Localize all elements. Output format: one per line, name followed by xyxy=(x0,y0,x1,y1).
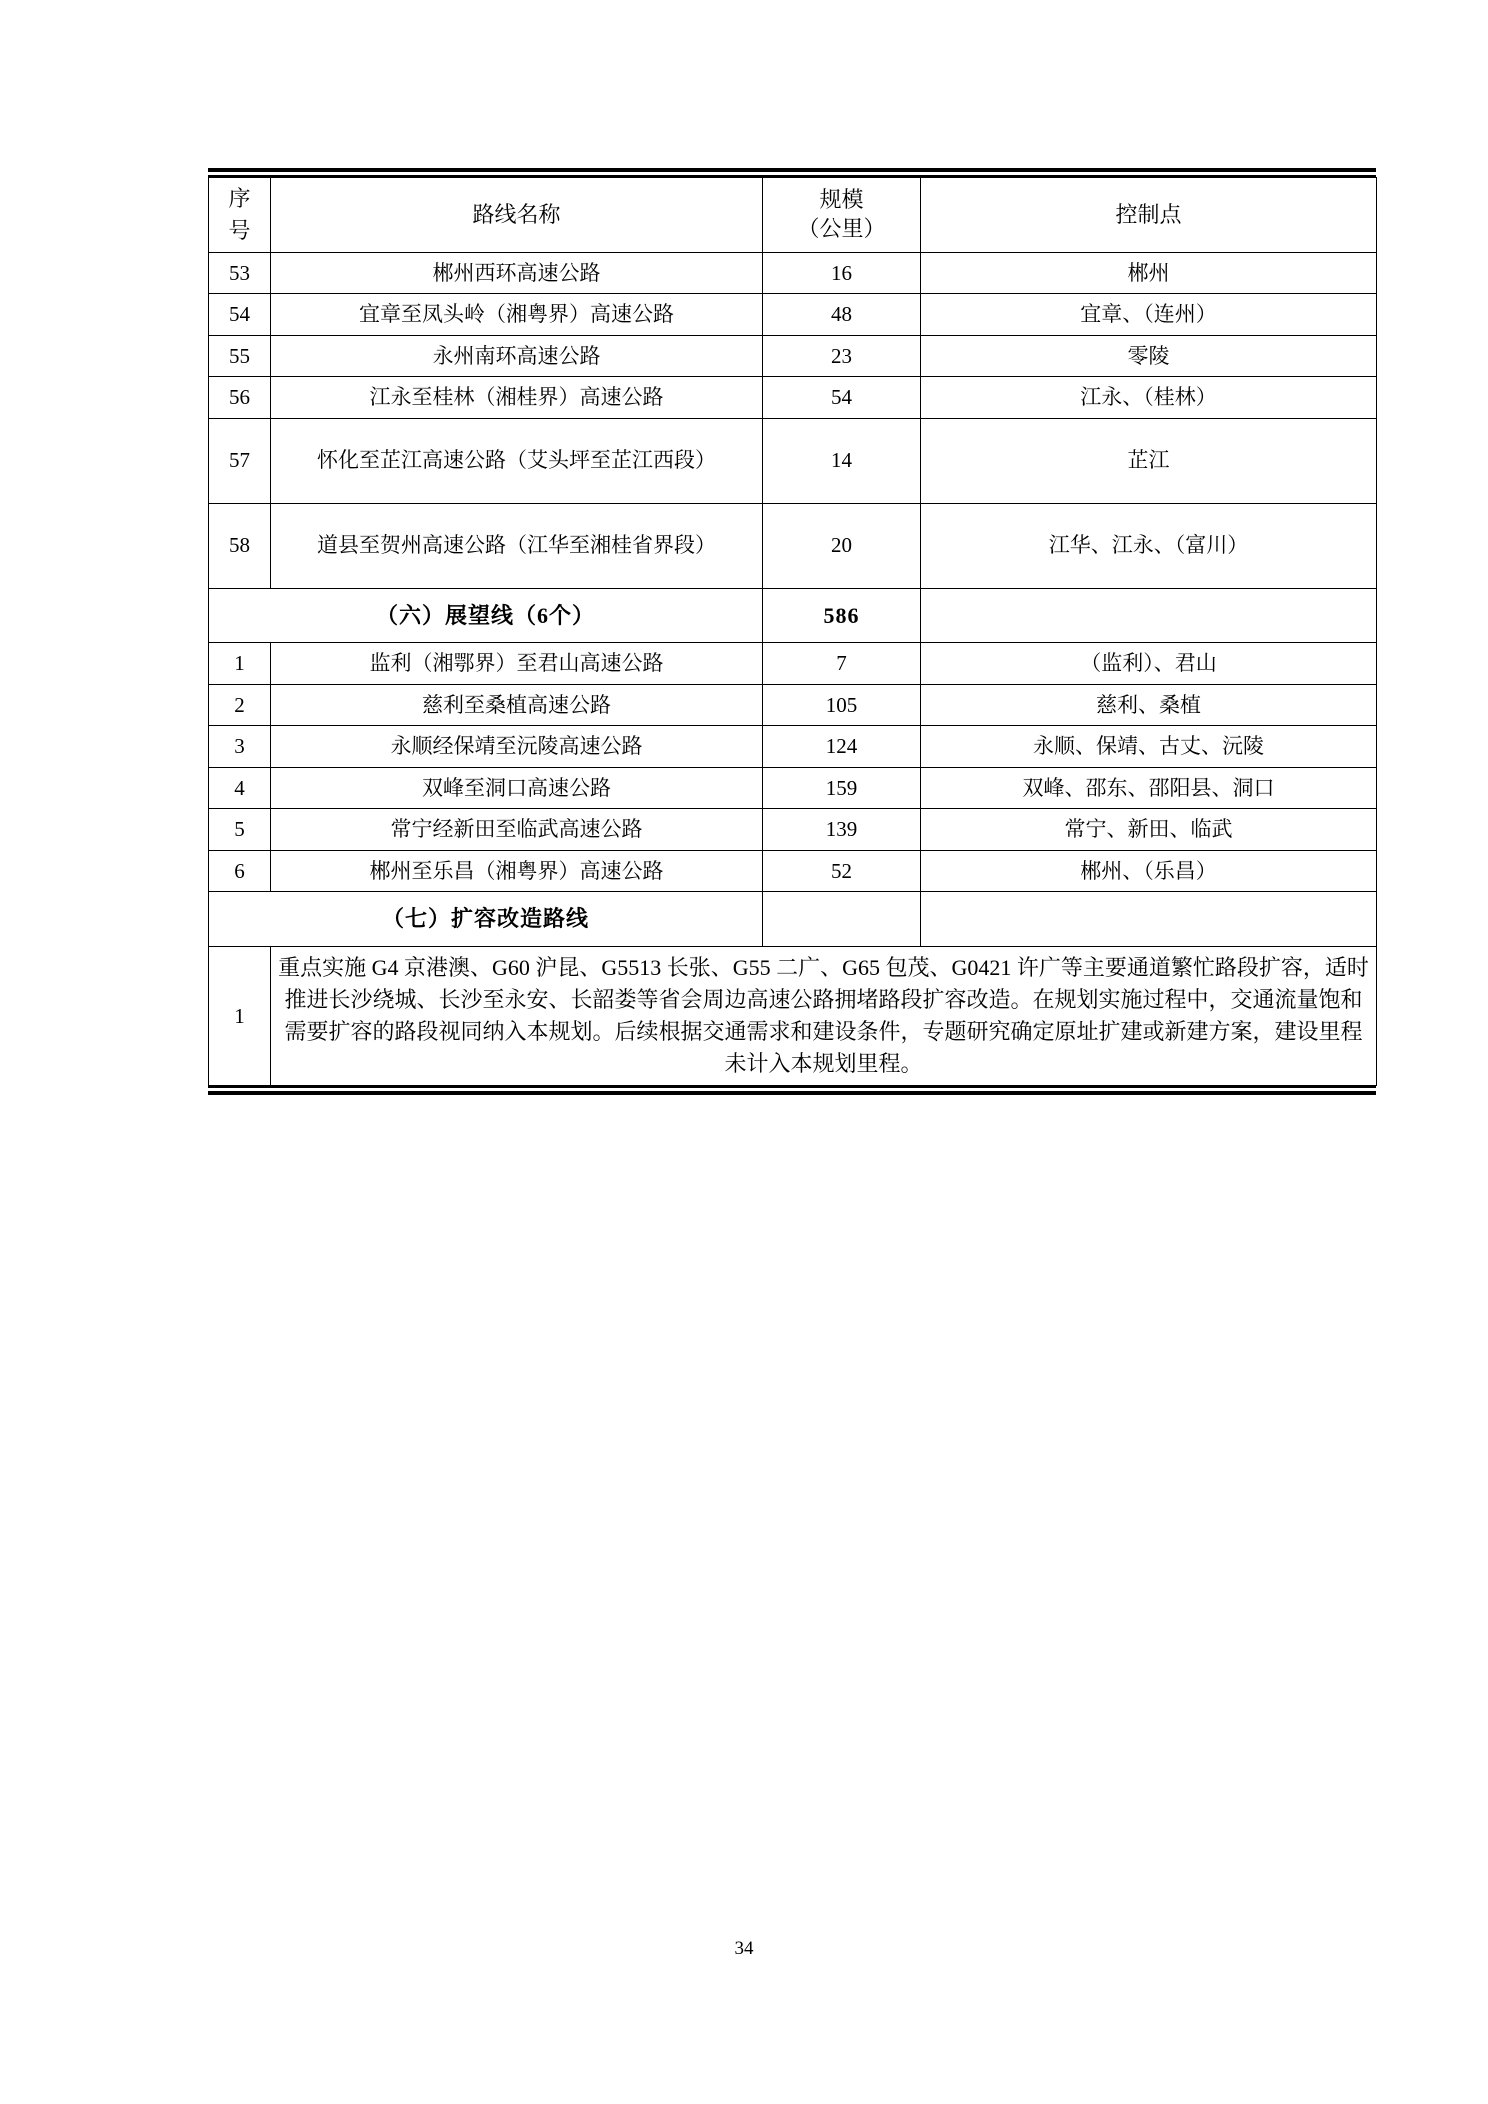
row-name: 慈利至桑植高速公路 xyxy=(271,684,763,725)
row-scale: 48 xyxy=(763,294,921,335)
table-row xyxy=(209,503,1377,588)
row-no: 3 xyxy=(209,726,271,767)
row-name: 宜章至凤头岭（湘粤界）高速公路 xyxy=(271,294,763,335)
table-section-row xyxy=(209,588,1377,643)
table-header-row xyxy=(209,178,1377,253)
row-name: 郴州至乐昌（湘粤界）高速公路 xyxy=(271,850,763,891)
row-no: 55 xyxy=(209,335,271,376)
row-control: （监利）、君山 xyxy=(921,643,1377,684)
row-no: 2 xyxy=(209,684,271,725)
column-header-scale-line1: 规模 xyxy=(819,187,864,213)
column-header-no-line2: 号 xyxy=(228,217,251,243)
table-top-rule xyxy=(208,168,1376,177)
row-control: 江永、（桂林） xyxy=(921,377,1377,418)
table-section-row xyxy=(209,892,1377,947)
row-control: 永顺、保靖、古丈、沅陵 xyxy=(921,726,1377,767)
row-name: 怀化至芷江高速公路（艾头坪至芷江西段） xyxy=(271,418,763,503)
row-no: 4 xyxy=(209,767,271,808)
row-name: 江永至桂林（湘桂界）高速公路 xyxy=(271,377,763,418)
note-row-no: 1 xyxy=(209,946,271,1085)
row-scale: 16 xyxy=(763,252,921,293)
row-scale: 52 xyxy=(763,850,921,891)
row-control: 双峰、邵东、邵阳县、洞口 xyxy=(921,767,1377,808)
row-control: 宜章、（连州） xyxy=(921,294,1377,335)
table-row xyxy=(209,418,1377,503)
row-name: 郴州西环高速公路 xyxy=(271,252,763,293)
row-control: 慈利、桑植 xyxy=(921,684,1377,725)
page-number: 34 xyxy=(734,1938,754,1959)
section-control xyxy=(921,588,1377,643)
row-control: 郴州、（乐昌） xyxy=(921,850,1377,891)
row-scale: 14 xyxy=(763,418,921,503)
section-title: （七）扩容改造路线 xyxy=(209,892,763,947)
table-row xyxy=(209,726,1377,767)
table-row xyxy=(209,294,1377,335)
section-title: （六）展望线（6个） xyxy=(209,588,763,643)
table-row xyxy=(209,850,1377,891)
column-header-scale xyxy=(763,178,921,253)
row-name: 道县至贺州高速公路（江华至湘桂省界段） xyxy=(271,503,763,588)
column-header-scale-line2: （公里） xyxy=(797,215,886,241)
section-scale xyxy=(763,892,921,947)
row-scale: 159 xyxy=(763,767,921,808)
row-name: 永州南环高速公路 xyxy=(271,335,763,376)
row-no: 57 xyxy=(209,418,271,503)
note-row-text: 重点实施 G4 京港澳、G60 沪昆、G5513 长张、G55 二广、G65 包茂、G0421 许广等主要通道繁忙路段扩容，适时推进长沙绕城、长沙至永安、长韶娄等省会周边高速公路拥堵路段扩容改造。在规划实施过程中，交通流量饱和需要扩容的路段视同纳入本规划。后续根据交通需求和建设条件，专题研究确定原址扩建或新建方案，建设里程未计入本规划里程。 xyxy=(271,946,1377,1085)
column-header-name: 路线名称 xyxy=(271,178,763,253)
highway-plan-table xyxy=(208,177,1377,1086)
row-scale: 124 xyxy=(763,726,921,767)
row-no: 1 xyxy=(209,643,271,684)
row-no: 5 xyxy=(209,809,271,850)
row-control: 芷江 xyxy=(921,418,1377,503)
row-scale: 23 xyxy=(763,335,921,376)
row-no: 58 xyxy=(209,503,271,588)
table-body xyxy=(209,252,1377,1085)
row-name: 常宁经新田至临武高速公路 xyxy=(271,809,763,850)
row-scale: 105 xyxy=(763,684,921,725)
row-control: 郴州 xyxy=(921,252,1377,293)
row-no: 56 xyxy=(209,377,271,418)
section-control xyxy=(921,892,1377,947)
row-no: 54 xyxy=(209,294,271,335)
table-header xyxy=(209,178,1377,253)
row-control: 江华、江永、（富川） xyxy=(921,503,1377,588)
highway-plan-table-wrapper xyxy=(208,168,1376,1095)
row-no: 53 xyxy=(209,252,271,293)
row-name: 监利（湘鄂界）至君山高速公路 xyxy=(271,643,763,684)
row-scale: 20 xyxy=(763,503,921,588)
table-row xyxy=(209,684,1377,725)
row-control: 零陵 xyxy=(921,335,1377,376)
row-control: 常宁、新田、临武 xyxy=(921,809,1377,850)
column-header-no-line1: 序 xyxy=(228,186,251,211)
table-bottom-rule xyxy=(208,1086,1376,1095)
row-scale: 7 xyxy=(763,643,921,684)
column-header-no xyxy=(209,178,271,253)
row-scale: 54 xyxy=(763,377,921,418)
row-name: 永顺经保靖至沅陵高速公路 xyxy=(271,726,763,767)
table-row xyxy=(209,252,1377,293)
row-scale: 139 xyxy=(763,809,921,850)
table-note-row xyxy=(209,946,1377,1085)
table-row xyxy=(209,335,1377,376)
column-header-control: 控制点 xyxy=(921,178,1377,253)
section-scale: 586 xyxy=(763,588,921,643)
row-no: 6 xyxy=(209,850,271,891)
table-row xyxy=(209,809,1377,850)
table-row xyxy=(209,643,1377,684)
row-name: 双峰至洞口高速公路 xyxy=(271,767,763,808)
table-row xyxy=(209,377,1377,418)
table-row xyxy=(209,767,1377,808)
